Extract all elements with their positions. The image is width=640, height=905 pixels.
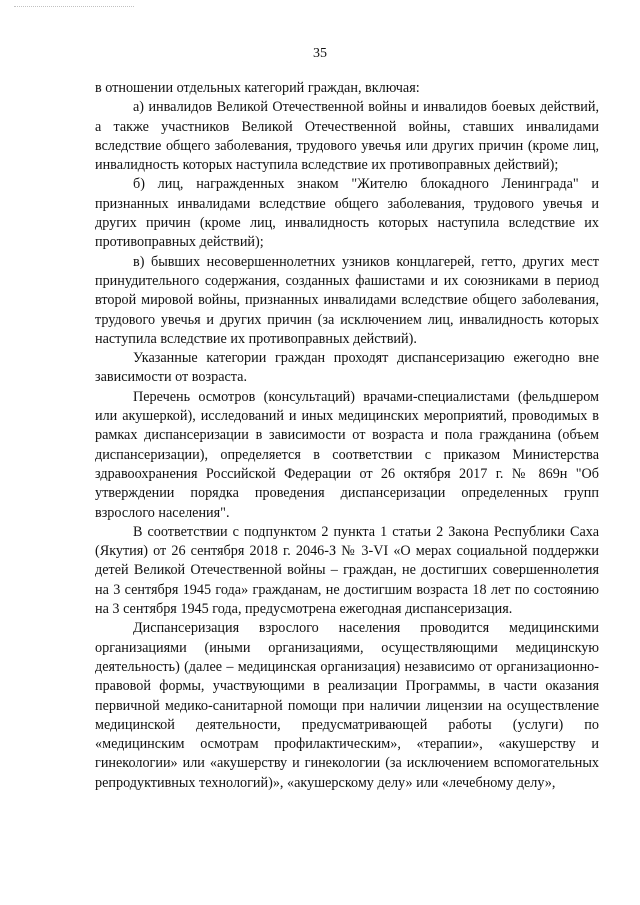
paragraph-yakutia-law: В соответствии с подпунктом 2 пункта 1 статьи 2 Закона Республики Саха (Якутия) от 26 сентября 2018 г. 2046-З № 3-VI «О мерах социальной поддержки детей Великой Отечественной войны – граждан, не достигших совершеннолетия на 3 сентября 1945 года» гражданам, не достигшим возраста 18 лет по состоянию на 3 сентября 1945 года, предусмотрена ежегодная диспансеризация. — [95, 523, 599, 618]
paragraph-item-c: в) бывших несовершеннолетних узников концлагерей, гетто, других мест принудительного содержания, созданных фашистами и их союзниками в период второй мировой войны, признанных инвалидами вследствие общего заболевания, трудового увечья и других причин (за исключением лиц, инвалидность которых наступила вследствие их противоправных действий). — [95, 253, 599, 347]
document-body — [95, 79, 599, 793]
paragraph-item-b: б) лиц, награжденных знаком "Жителю блокадного Ленинграда" и признанных инвалидами вследствие общего заболевания, трудового увечья и других причин (кроме лиц, инвалидность которых наступила вследствие их противоправных действий); — [95, 176, 599, 251]
paragraph-organizations: Диспансеризация взрослого населения проводится медицинскими организациями (иными организациями, осуществляющими медицинскую деятельность) (далее – медицинская организация) независимо от организационно-правовой формы, участвующими в реализации Программы, в части оказания первичной медико-санитарной помощи при наличии лицензии на осуществление медицинской деятельности, предусматривающей работы (услуги) по «медицинским осмотрам профилактическим», «терапии», «акушерству и гинекологии» или «акушерству и гинекологии (за исключением вспомогательных репродуктивных технологий)», «акушерскому делу» или «лечебному делу», — [95, 620, 599, 791]
paragraph-item-a: а) инвалидов Великой Отечественной войны и инвалидов боевых действий, а также участников Великой Отечественной войны, ставших инвалидами вследствие общего заболевания, трудового увечья или других причин (кроме лиц, инвалидность которых наступила вследствие их противоправных действий); — [95, 99, 599, 174]
paragraph-list-of-exams: Перечень осмотров (консультаций) врачами-специалистами (фельдшером или акушеркой), исследований и иных медицинских мероприятий, проводимых в рамках диспансеризации в зависимости от возраста и пола гражданина (объем диспансеризации), определяется в соответствии с приказом Министерства здравоохранения Российской Федерации от 26 октября 2017 г. № 869н "Об утверждении порядка проведения диспансеризации определенных групп взрослого населения". — [95, 388, 599, 521]
paragraph-annual: Указанные категории граждан проходят диспансеризацию ежегодно вне зависимости от возраста. — [95, 350, 599, 386]
page-number: 35 — [313, 46, 327, 61]
scan-artifact — [14, 6, 134, 10]
paragraph-intro: в отношении отдельных категорий граждан, включая: — [95, 80, 420, 96]
